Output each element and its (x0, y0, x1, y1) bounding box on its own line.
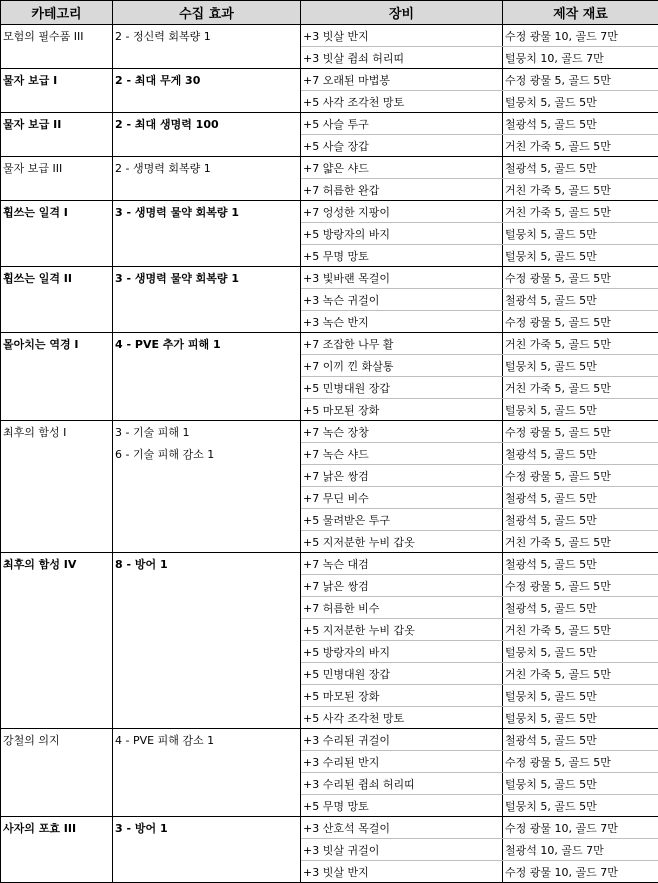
equipment-cell: +7 이끼 낀 화살통 (301, 355, 503, 377)
category-cell (1, 685, 113, 707)
table-row (1, 135, 658, 157)
table-row (1, 553, 658, 575)
category-cell: 최후의 함성 IV (1, 553, 113, 575)
materials-cell: 수정 광물 5, 골드 5만 (503, 311, 658, 333)
category-cell (1, 245, 113, 267)
effect-cell (113, 245, 301, 267)
effect-cell: 3 - 방어 1 (113, 817, 301, 839)
category-cell (1, 289, 113, 311)
category-cell: 물자 보급 I (1, 69, 113, 91)
table-row (1, 773, 658, 795)
materials-cell: 철광석 5, 골드 5만 (503, 289, 658, 311)
table-row (1, 311, 658, 333)
materials-cell: 수정 광물 5, 골드 5만 (503, 421, 658, 443)
table-row (1, 663, 658, 685)
effect-cell: 3 - 생명력 물약 회복량 1 (113, 267, 301, 289)
effect-cell (113, 399, 301, 421)
effect-cell: 2 - 최대 생명력 100 (113, 113, 301, 135)
materials-cell: 거친 가죽 5, 골드 5만 (503, 201, 658, 223)
equipment-cell: +3 산호석 목걸이 (301, 817, 503, 839)
category-cell: 사자의 포효 III (1, 817, 113, 839)
effect-cell (113, 619, 301, 641)
category-cell: 강철의 의지 (1, 729, 113, 751)
category-cell (1, 597, 113, 619)
materials-cell: 털뭉치 5, 골드 5만 (503, 685, 658, 707)
effect-cell (113, 487, 301, 509)
equipment-cell: +3 빗살 반지 (301, 25, 503, 47)
materials-cell: 거친 가죽 5, 골드 5만 (503, 377, 658, 399)
effect-cell (113, 289, 301, 311)
materials-cell: 철광석 5, 골드 5만 (503, 113, 658, 135)
effect-cell (113, 861, 301, 883)
table-row (1, 817, 658, 839)
category-cell (1, 663, 113, 685)
effect-cell: 2 - 정신력 회복량 1 (113, 25, 301, 47)
materials-cell: 수정 광물 5, 골드 5만 (503, 69, 658, 91)
table-row (1, 685, 658, 707)
equipment-cell: +5 지저분한 누비 갑옷 (301, 531, 503, 553)
effect-cell: 3 - 생명력 물약 회복량 1 (113, 201, 301, 223)
materials-cell: 털뭉치 10, 골드 7만 (503, 47, 658, 69)
category-cell (1, 795, 113, 817)
equipment-cell: +7 무딘 비수 (301, 487, 503, 509)
equipment-cell: +5 민병대원 장갑 (301, 663, 503, 685)
table-row (1, 465, 658, 487)
header-equipment: 장비 (301, 1, 503, 25)
effect-cell (113, 135, 301, 157)
materials-cell: 털뭉치 5, 골드 5만 (503, 773, 658, 795)
effect-cell: 4 - PVE 피해 감소 1 (113, 729, 301, 751)
category-cell (1, 223, 113, 245)
table-row (1, 333, 658, 355)
category-cell: 모험의 필수품 III (1, 25, 113, 47)
equipment-cell: +7 엉성한 지팡이 (301, 201, 503, 223)
equipment-cell: +5 방랑자의 바지 (301, 641, 503, 663)
materials-cell: 철광석 5, 골드 5만 (503, 157, 658, 179)
effect-cell (113, 91, 301, 113)
category-cell (1, 135, 113, 157)
table-row (1, 729, 658, 751)
materials-cell: 철광석 5, 골드 5만 (503, 597, 658, 619)
table-row (1, 575, 658, 597)
category-cell (1, 91, 113, 113)
materials-cell: 철광석 10, 골드 7만 (503, 839, 658, 861)
effect-cell: 6 - 기술 피해 감소 1 (113, 443, 301, 465)
materials-cell: 거친 가죽 5, 골드 5만 (503, 619, 658, 641)
equipment-cell: +3 빗살 귀걸이 (301, 839, 503, 861)
equipment-cell: +7 낡은 쌍검 (301, 575, 503, 597)
table-row (1, 751, 658, 773)
equipment-cell: +7 허름한 비수 (301, 597, 503, 619)
materials-cell: 수정 광물 5, 골드 5만 (503, 575, 658, 597)
materials-cell: 털뭉치 5, 골드 5만 (503, 245, 658, 267)
table-row (1, 355, 658, 377)
category-cell (1, 443, 113, 465)
materials-cell: 수정 광물 5, 골드 5만 (503, 465, 658, 487)
header-category: 카테고리 (1, 1, 113, 25)
table-row (1, 487, 658, 509)
effect-cell (113, 223, 301, 245)
effect-cell: 2 - 최대 무게 30 (113, 69, 301, 91)
header-effect: 수집 효과 (113, 1, 301, 25)
table-row (1, 641, 658, 663)
category-cell: 휩쓰는 일격 II (1, 267, 113, 289)
category-cell (1, 839, 113, 861)
equipment-cell: +3 빗살 쥠쇠 허리띠 (301, 47, 503, 69)
equipment-cell: +5 마모된 장화 (301, 399, 503, 421)
equipment-cell: +5 방랑자의 바지 (301, 223, 503, 245)
category-cell (1, 179, 113, 201)
table-row (1, 377, 658, 399)
equipment-cell: +5 민병대원 장갑 (301, 377, 503, 399)
equipment-cell: +7 녹슨 장창 (301, 421, 503, 443)
materials-cell: 거친 가죽 5, 골드 5만 (503, 531, 658, 553)
category-cell (1, 531, 113, 553)
effect-cell: 8 - 방어 1 (113, 553, 301, 575)
equipment-cell: +3 빗살 반지 (301, 861, 503, 883)
effect-cell (113, 751, 301, 773)
table-row (1, 795, 658, 817)
effect-cell (113, 179, 301, 201)
category-cell (1, 377, 113, 399)
table-row (1, 861, 658, 883)
category-cell (1, 751, 113, 773)
equipment-cell: +5 사슬 장갑 (301, 135, 503, 157)
materials-cell: 철광석 5, 골드 5만 (503, 487, 658, 509)
category-cell: 물자 보급 II (1, 113, 113, 135)
effect-cell (113, 311, 301, 333)
materials-cell: 털뭉치 5, 골드 5만 (503, 641, 658, 663)
table-row (1, 839, 658, 861)
materials-cell: 거친 가죽 5, 골드 5만 (503, 333, 658, 355)
materials-cell: 털뭉치 5, 골드 5만 (503, 91, 658, 113)
effect-cell (113, 47, 301, 69)
effect-cell (113, 663, 301, 685)
table-row (1, 707, 658, 729)
effect-cell (113, 839, 301, 861)
header-row (1, 1, 658, 25)
materials-cell: 수정 광물 10, 골드 7만 (503, 817, 658, 839)
table-row (1, 69, 658, 91)
equipment-cell: +7 녹슨 샤드 (301, 443, 503, 465)
materials-cell: 털뭉치 5, 골드 5만 (503, 795, 658, 817)
materials-cell: 털뭉치 5, 골드 5만 (503, 223, 658, 245)
materials-cell: 수정 광물 5, 골드 5만 (503, 751, 658, 773)
materials-cell: 철광석 5, 골드 5만 (503, 729, 658, 751)
table-row (1, 399, 658, 421)
table-row (1, 25, 658, 47)
materials-cell: 수정 광물 5, 골드 5만 (503, 267, 658, 289)
table-row (1, 597, 658, 619)
category-cell (1, 861, 113, 883)
table-row (1, 113, 658, 135)
equipment-cell: +5 물려받은 투구 (301, 509, 503, 531)
effect-cell (113, 773, 301, 795)
effect-cell (113, 685, 301, 707)
materials-cell: 철광석 5, 골드 5만 (503, 509, 658, 531)
table-row (1, 619, 658, 641)
equipment-cell: +5 마모된 장화 (301, 685, 503, 707)
header-materials: 제작 재료 (503, 1, 658, 25)
materials-cell: 거친 가죽 5, 골드 5만 (503, 135, 658, 157)
effect-cell (113, 531, 301, 553)
effect-cell (113, 355, 301, 377)
equipment-cell: +7 오래된 마법봉 (301, 69, 503, 91)
category-cell: 최후의 함성 I (1, 421, 113, 443)
category-cell: 물자 보급 III (1, 157, 113, 179)
materials-cell: 털뭉치 5, 골드 5만 (503, 355, 658, 377)
effect-cell (113, 707, 301, 729)
table-row (1, 509, 658, 531)
effect-cell (113, 575, 301, 597)
category-cell (1, 773, 113, 795)
category-cell: 휩쓰는 일격 I (1, 201, 113, 223)
table-row (1, 421, 658, 443)
effect-cell (113, 377, 301, 399)
table-row (1, 91, 658, 113)
equipment-cell: +7 허름한 완갑 (301, 179, 503, 201)
table-row (1, 179, 658, 201)
category-cell (1, 575, 113, 597)
equipment-cell: +3 녹슨 귀걸이 (301, 289, 503, 311)
materials-cell: 거친 가죽 5, 골드 5만 (503, 663, 658, 685)
category-cell (1, 487, 113, 509)
category-cell (1, 707, 113, 729)
table-row (1, 47, 658, 69)
equipment-cell: +7 조잡한 나무 활 (301, 333, 503, 355)
materials-cell: 털뭉치 5, 골드 5만 (503, 399, 658, 421)
materials-cell: 털뭉치 5, 골드 5만 (503, 707, 658, 729)
table-row (1, 267, 658, 289)
category-cell (1, 465, 113, 487)
category-cell (1, 47, 113, 69)
effect-cell (113, 509, 301, 531)
table-row (1, 531, 658, 553)
table-row (1, 223, 658, 245)
table-row (1, 443, 658, 465)
table-row (1, 201, 658, 223)
effect-cell: 4 - PVE 추가 피해 1 (113, 333, 301, 355)
equipment-cell: +5 무명 망토 (301, 245, 503, 267)
category-cell (1, 399, 113, 421)
effect-cell (113, 597, 301, 619)
effect-cell (113, 465, 301, 487)
table-row (1, 245, 658, 267)
equipment-cell: +5 사슬 투구 (301, 113, 503, 135)
equipment-cell: +5 사각 조각천 망토 (301, 707, 503, 729)
category-cell (1, 311, 113, 333)
equipment-cell: +7 낡은 쌍검 (301, 465, 503, 487)
table-row (1, 289, 658, 311)
materials-cell: 수정 광물 10, 골드 7만 (503, 861, 658, 883)
category-cell (1, 355, 113, 377)
equipment-cell: +5 지저분한 누비 갑옷 (301, 619, 503, 641)
category-cell (1, 619, 113, 641)
category-cell (1, 509, 113, 531)
equipment-cell: +5 사각 조각천 망토 (301, 91, 503, 113)
category-cell: 몰아치는 역경 I (1, 333, 113, 355)
equipment-cell: +3 빛바랜 목걸이 (301, 267, 503, 289)
materials-cell: 철광석 5, 골드 5만 (503, 443, 658, 465)
equipment-cell: +3 수리된 귀걸이 (301, 729, 503, 751)
materials-cell: 수정 광물 10, 골드 7만 (503, 25, 658, 47)
materials-cell: 철광석 5, 골드 5만 (503, 553, 658, 575)
equipment-cell: +5 무명 망토 (301, 795, 503, 817)
effect-cell (113, 641, 301, 663)
equipment-cell: +7 녹슨 대검 (301, 553, 503, 575)
equipment-cell: +3 수리된 쥠쇠 허리띠 (301, 773, 503, 795)
effect-cell: 2 - 생명력 회복량 1 (113, 157, 301, 179)
category-cell (1, 641, 113, 663)
table-row (1, 157, 658, 179)
equipment-cell: +7 얇은 샤드 (301, 157, 503, 179)
equipment-cell: +3 녹슨 반지 (301, 311, 503, 333)
effect-cell: 3 - 기술 피해 1 (113, 421, 301, 443)
effect-cell (113, 795, 301, 817)
materials-cell: 거친 가죽 5, 골드 5만 (503, 179, 658, 201)
equipment-cell: +3 수리된 반지 (301, 751, 503, 773)
